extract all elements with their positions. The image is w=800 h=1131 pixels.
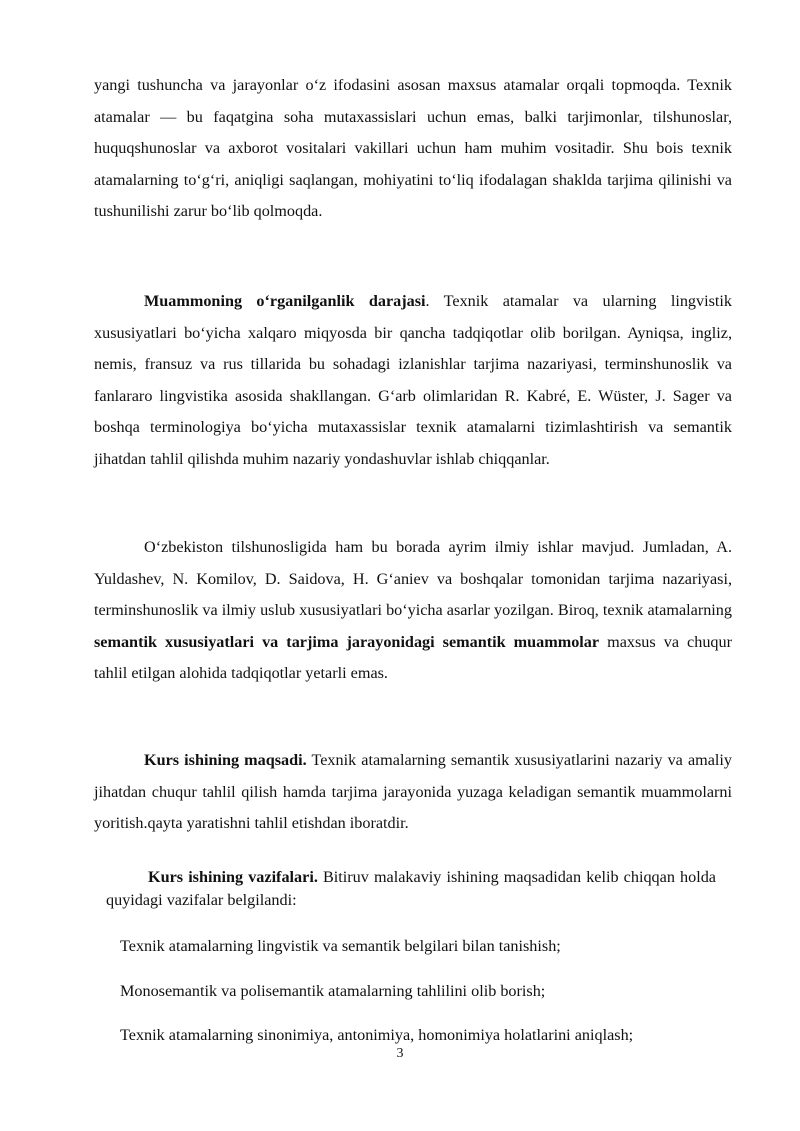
paragraph-goal [94,745,732,840]
paragraph-intro [94,70,732,228]
page-number: 3 [396,1046,404,1061]
task-item: Monosemantik va polisemantik atamalarning tahlilini olib borish; [120,982,546,1000]
paragraph-text: O‘zbekiston tilshunosligida ham bu borada ayrim ilmiy ishlar mavjud. Jumladan, A. Yuldashev, N. Komilov, D. Saidova, H. G‘aniev va boshqalar tomonidan tarjima nazariyasi, terminshunoslik va ilmiy uslub xususiyatlari bo‘yicha asarlar yozilgan. Biroq, texnik atamalarning [94,538,732,619]
section-heading: Muammoning o‘rganilganlik darajasi [144,292,426,310]
paragraph-text: maxsus va chuqur tahlil etilgan alohida tadqiqotlar yetarli emas. [94,632,732,682]
section-heading: Kurs ishining vazifalari. [148,868,318,886]
paragraph-text: Bitiruv malakaviy ishining maqsadidan kelib chiqqan holda quyidagi vazifalar belgilandi: [106,868,716,909]
paragraph-tasks-intro [106,866,716,912]
paragraph-uzbek-studies [94,532,732,690]
task-item: Texnik atamalarning lingvistik va semantik belgilari bilan tanishish; [120,937,561,955]
paragraph-text: Texnik atamalarning semantik xususiyatlarini nazariy va amaliy jihatdan chuqur tahlil qilish hamda tarjima jarayonida yuzaga keladigan semantik muammolarni yoritish.qayta yaratishni tahlil etishdan iboratdir. [94,751,732,832]
paragraph-text: yangi tushuncha va jarayonlar o‘z ifodasini asosan maxsus atamalar orqali topmoqda. Texnik atamalar — bu faqatgina soha mutaxassislari uchun emas, balki tarjimonlar, tilshunoslar, huquqshunoslar va axborot vositalari vakillari uchun ham muhim vositadir. Shu bois texnik atamalarning to‘g‘ri, aniqligi saqlangan, mohiyatini to‘liq ifodalagan shaklda tarjima qilinishi va tushunilishi zarur bo‘lib qolmoqda. [94,76,732,220]
paragraph-text: . Texnik atamalar va ularning lingvistik xususiyatlari bo‘yicha xalqaro miqyosda bir qancha tadqiqotlar olib borilgan. Ayniqsa, ingliz, nemis, fransuz va rus tillarida bu sohadagi izlanishlar tarjima nazariyasi, terminshunoslik va fanlararo lingvistika asosida shakllangan. G‘arb olimlaridan R. Kabré, E. Wüster, J. Sager va boshqa terminologiya bo‘yicha mutaxassislar texnik atamalarni tizimlashtirish va semantik jihatdan tahlil qilishda muhim nazariy yondashuvlar ishlab chiqqanlar. [94,292,732,468]
paragraph-research-level [94,286,732,475]
section-heading: Kurs ishining maqsadi. [144,751,307,769]
bold-phrase: semantik xususiyatlari va tarjima jarayonidagi semantik muammolar [94,632,600,651]
task-item: Texnik atamalarning sinonimiya, antonimiya, homonimiya holatlarini aniqlash; [120,1026,634,1044]
